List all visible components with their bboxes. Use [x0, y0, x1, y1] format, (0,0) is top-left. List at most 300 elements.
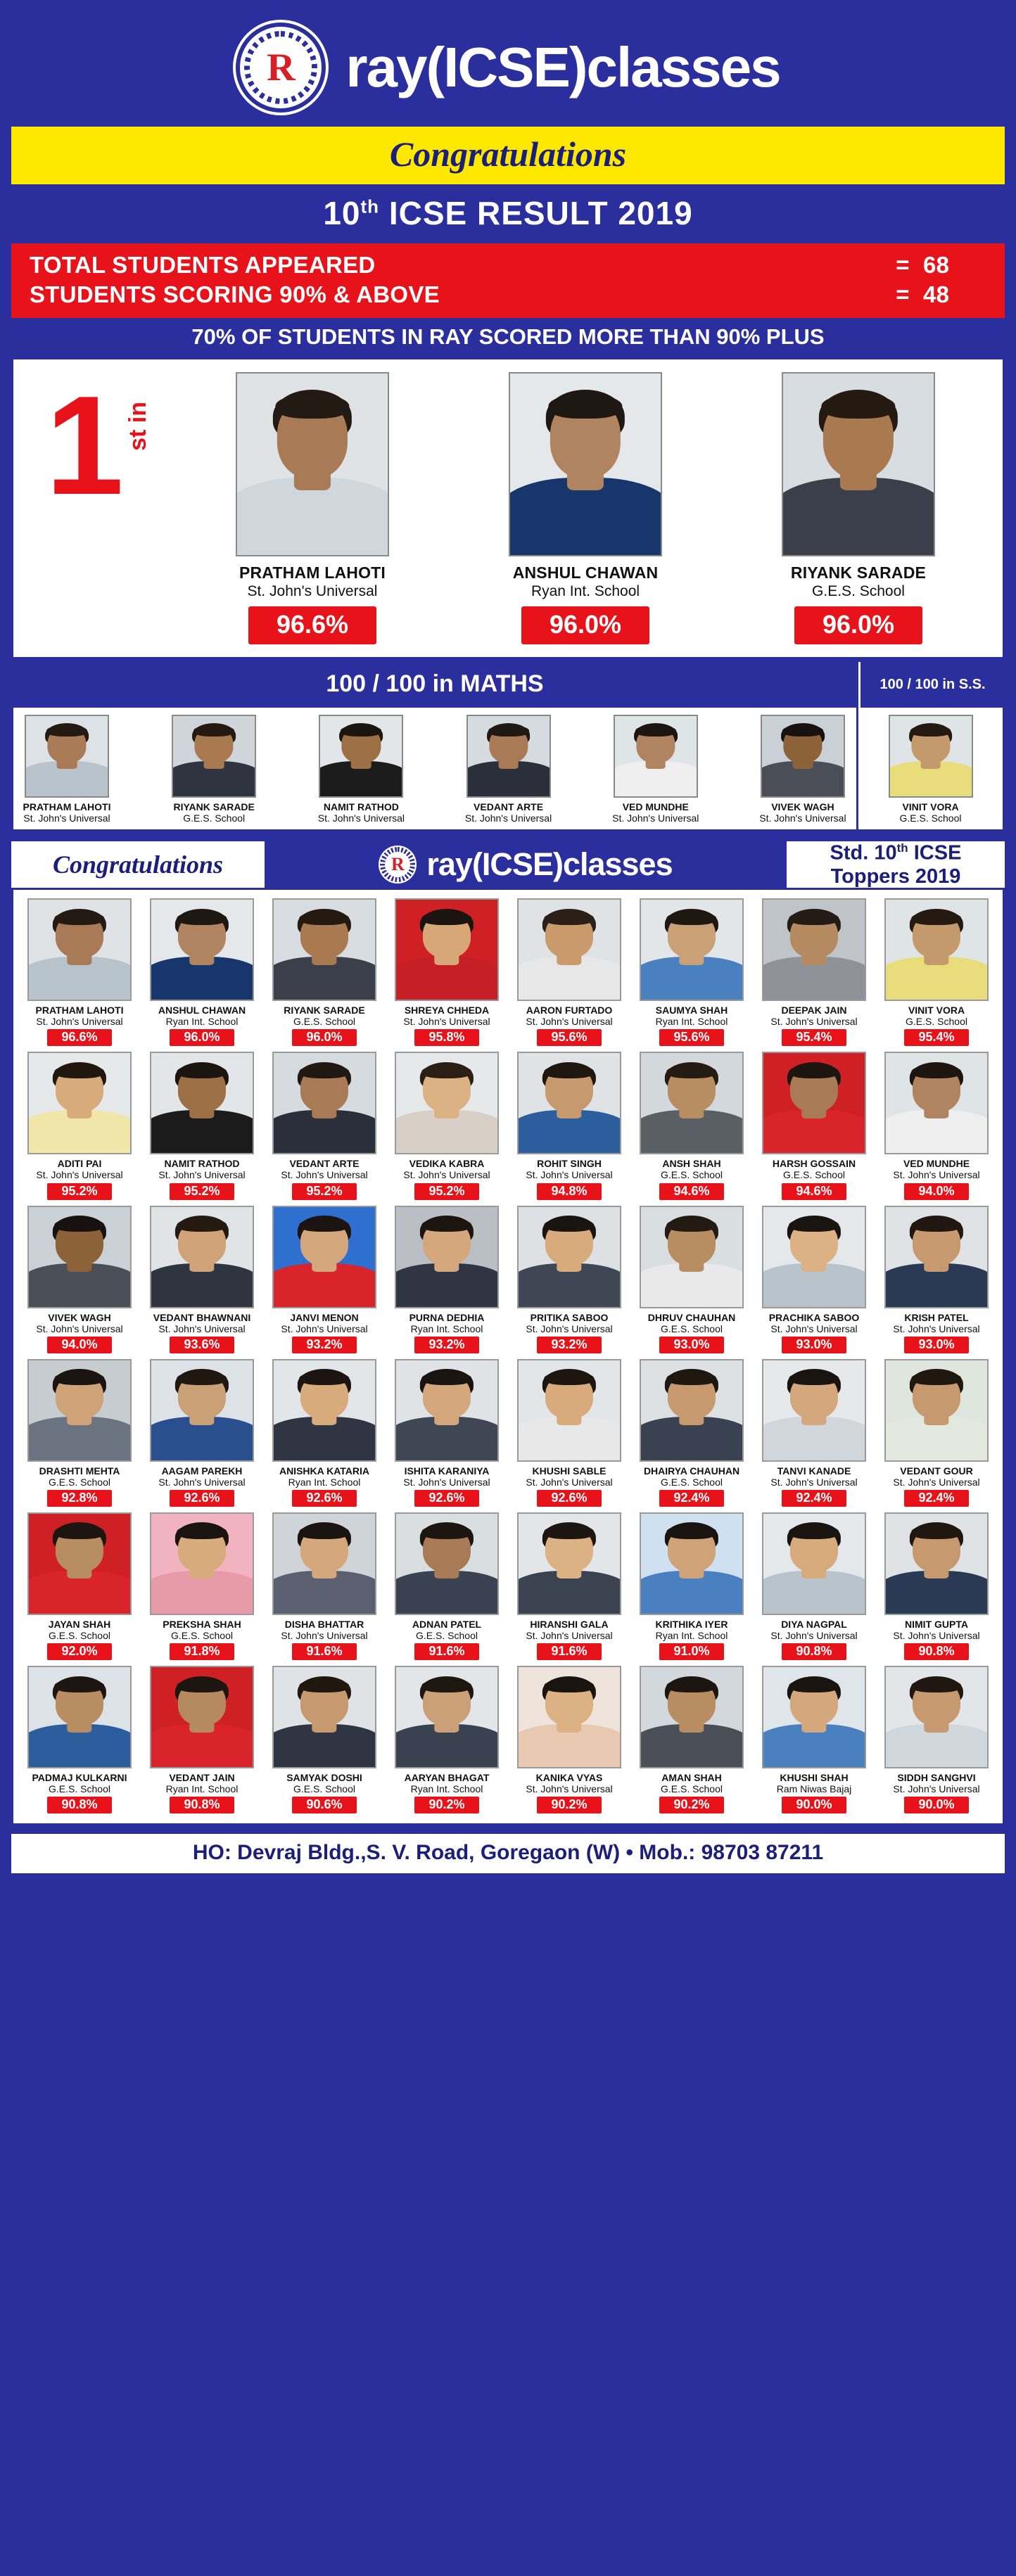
- maths-topper-school: St. John's Universal: [612, 812, 699, 824]
- grid-topper-score: 95.4%: [904, 1029, 969, 1046]
- portrait-fringe: [789, 1218, 839, 1232]
- top-topper-card: [725, 372, 991, 644]
- grid-topper-school: Ryan Int. School: [655, 1630, 728, 1642]
- grid-topper-school: G.E.S. School: [783, 1169, 845, 1181]
- portrait-fringe: [789, 912, 839, 925]
- topper-grid-cell: [20, 1666, 139, 1813]
- grid-topper-name: AARON FURTADO: [526, 1005, 613, 1016]
- footer-contact-text: HO: Devraj Bldg.,S. V. Road, Goregaon (W) • Mob.: 98703 87211: [192, 1841, 824, 1865]
- student-portrait: [886, 1514, 987, 1614]
- maths-topper-card: [313, 715, 409, 824]
- grid-topper-score: 92.6%: [414, 1490, 479, 1507]
- grid-topper-school: St. John's Universal: [893, 1322, 980, 1334]
- grid-topper-school: St. John's Universal: [770, 1016, 858, 1028]
- footer-contact: [11, 1834, 1005, 1873]
- grid-topper-photo: [640, 1359, 744, 1462]
- grid-topper-score: 90.6%: [292, 1797, 357, 1813]
- maths-topper-school: G.E.S. School: [183, 812, 246, 824]
- grid-topper-score: 93.2%: [414, 1337, 479, 1353]
- toppers-label: [787, 841, 1005, 888]
- portrait-fringe: [421, 1065, 471, 1078]
- maths-topper-school: St. John's Universal: [464, 812, 552, 824]
- topper-score: 96.6%: [248, 606, 376, 644]
- topper-school: G.E.S. School: [812, 583, 905, 599]
- stat-label: STUDENTS SCORING 90% & ABOVE: [30, 281, 440, 307]
- result-title-text: 10th ICSE RESULT 2019: [323, 195, 693, 231]
- grid-topper-photo: [884, 898, 989, 1001]
- grid-topper-school: St. John's Universal: [526, 1630, 613, 1642]
- student-portrait: [886, 1053, 987, 1153]
- grid-topper-school: G.E.S. School: [661, 1476, 723, 1488]
- student-portrait: [29, 1360, 130, 1460]
- grid-topper-name: AMAN SHAH: [661, 1772, 722, 1784]
- grid-topper-photo: [762, 1666, 866, 1768]
- grid-topper-name: HARSH GOSSAIN: [772, 1158, 856, 1170]
- toppers-brand: [265, 841, 787, 888]
- grid-topper-photo: [762, 1512, 866, 1615]
- maths-topper-school: St. John's Universal: [759, 812, 846, 824]
- topper-grid-cell: [143, 1512, 261, 1660]
- top-three-list: [179, 372, 991, 644]
- grid-topper-photo: [884, 1052, 989, 1154]
- student-portrait: [151, 1360, 253, 1460]
- maths-topper-name: VIVEK WAGH: [771, 801, 834, 812]
- subject-toppers-row: [11, 708, 1005, 831]
- stat-value: 48: [923, 281, 950, 307]
- topper-grid-cell: [877, 1052, 996, 1199]
- portrait-fringe: [299, 1372, 349, 1385]
- grid-topper-photo: [27, 1359, 132, 1462]
- grid-topper-school: St. John's Universal: [403, 1476, 490, 1488]
- grid-topper-school: G.E.S. School: [661, 1169, 723, 1181]
- grid-topper-score: 94.8%: [537, 1183, 602, 1200]
- grid-topper-score: 95.6%: [537, 1029, 602, 1046]
- grid-topper-school: St. John's Universal: [36, 1169, 123, 1181]
- maths-topper-name: VED MUNDHE: [622, 801, 689, 812]
- student-portrait: [615, 716, 697, 796]
- grid-topper-school: St. John's Universal: [36, 1322, 123, 1334]
- portrait-fringe: [275, 394, 349, 419]
- portrait-fringe: [421, 1525, 471, 1538]
- portrait-fringe: [911, 1065, 961, 1078]
- grid-topper-name: AAGAM PAREKH: [161, 1465, 243, 1477]
- student-portrait: [151, 1514, 253, 1614]
- portrait-fringe: [54, 1525, 104, 1538]
- student-portrait: [29, 1053, 130, 1153]
- maths-heading: 100 / 100 in MATHS: [326, 670, 544, 697]
- stat-equals: =: [896, 252, 910, 278]
- grid-topper-name: VEDIKA KABRA: [409, 1158, 485, 1170]
- portrait-fringe: [421, 1372, 471, 1385]
- grid-topper-photo: [884, 1666, 989, 1768]
- grid-topper-photo: [517, 1206, 621, 1308]
- topper-grid-cell: [755, 1666, 873, 1813]
- portrait-fringe: [54, 912, 104, 925]
- grid-topper-score: 95.2%: [47, 1183, 112, 1200]
- toppers-congratulations: [11, 841, 265, 888]
- portrait-fringe: [299, 1065, 349, 1078]
- portrait-fringe: [789, 1372, 839, 1385]
- portrait-fringe: [177, 1525, 227, 1538]
- grid-topper-score: 92.4%: [659, 1490, 724, 1507]
- grid-topper-score: 95.4%: [782, 1029, 846, 1046]
- grid-topper-name: PRATHAM LAHOTI: [35, 1005, 124, 1016]
- grid-topper-score: 93.2%: [292, 1337, 357, 1353]
- topper-grid-cell: [265, 1512, 383, 1660]
- grid-topper-school: St. John's Universal: [770, 1630, 858, 1642]
- grid-topper-school: St. John's Universal: [281, 1322, 368, 1334]
- grid-topper-name: DHRUV CHAUHAN: [647, 1311, 736, 1323]
- grid-topper-photo: [27, 1512, 132, 1615]
- ss-topper-school: G.E.S. School: [899, 812, 962, 824]
- student-portrait: [29, 900, 130, 1000]
- topper-grid-cell: [388, 1206, 506, 1353]
- grid-topper-photo: [272, 1512, 376, 1615]
- grid-topper-photo: [395, 1359, 499, 1462]
- student-portrait: [886, 1207, 987, 1307]
- maths-topper-card: [166, 715, 262, 824]
- grid-topper-score: 94.0%: [47, 1337, 112, 1353]
- topper-grid-cell: [633, 1512, 751, 1660]
- congratulations-banner: [11, 127, 1005, 184]
- student-portrait: [237, 374, 388, 555]
- topper-grid-cell: [877, 898, 996, 1046]
- student-portrait: [886, 1360, 987, 1460]
- grid-topper-name: ROHIT SINGH: [537, 1158, 602, 1170]
- maths-topper-name: NAMIT RATHOD: [323, 801, 399, 812]
- portrait-fringe: [177, 1065, 227, 1078]
- grid-topper-photo: [517, 1359, 621, 1462]
- brand-header: [11, 13, 1005, 127]
- grid-topper-photo: [395, 1052, 499, 1154]
- highlight-banner-text: 70% OF STUDENTS IN RAY SCORED MORE THAN 90% PLUS: [191, 324, 825, 349]
- grid-topper-school: St. John's Universal: [403, 1169, 490, 1181]
- grid-topper-school: St. John's Universal: [770, 1322, 858, 1334]
- grid-topper-school: St. John's Universal: [281, 1630, 368, 1642]
- grid-topper-name: SAMYAK DOSHI: [286, 1772, 362, 1784]
- student-portrait: [519, 1667, 620, 1767]
- portrait-fringe: [177, 1372, 227, 1385]
- grid-topper-photo: [884, 1206, 989, 1308]
- portrait-fringe: [666, 1679, 716, 1692]
- grid-topper-name: NIMIT GUPTA: [905, 1618, 968, 1630]
- topper-name: ANSHUL CHAWAN: [512, 563, 659, 582]
- grid-topper-school: St. John's Universal: [403, 1016, 490, 1028]
- grid-topper-photo: [272, 898, 376, 1001]
- student-portrait: [26, 716, 108, 796]
- grid-topper-name: DIYA NAGPAL: [781, 1618, 847, 1630]
- grid-topper-name: DISHA BHATTAR: [284, 1618, 364, 1630]
- student-portrait: [641, 1053, 742, 1153]
- maths-topper-card: [755, 715, 851, 824]
- grid-topper-name: PURNA DEDHIA: [409, 1311, 485, 1323]
- ss-heading: 100 / 100 in S.S.: [858, 662, 1005, 708]
- grid-topper-school: St. John's Universal: [893, 1630, 980, 1642]
- highlight-banner: [11, 318, 1005, 357]
- grid-topper-score: 91.6%: [292, 1643, 357, 1660]
- student-portrait: [762, 716, 844, 796]
- grid-topper-name: ADITI PAI: [57, 1158, 102, 1170]
- topper-name: RIYANK SARADE: [790, 563, 927, 582]
- portrait-fringe: [782, 725, 823, 737]
- grid-topper-photo: [150, 1512, 254, 1615]
- topper-grid-cell: [755, 1359, 873, 1507]
- student-portrait: [396, 1053, 497, 1153]
- grid-topper-score: 90.0%: [782, 1797, 846, 1813]
- grid-topper-photo: [884, 1512, 989, 1615]
- congratulations-text: Congratulations: [389, 134, 627, 174]
- grid-topper-name: KRITHIKA IYER: [655, 1618, 728, 1630]
- portrait-fringe: [299, 912, 349, 925]
- grid-topper-name: ISHITA KARANIYA: [404, 1465, 490, 1477]
- grid-topper-school: Ram Niwas Bajaj: [776, 1783, 852, 1795]
- student-portrait: [763, 1207, 865, 1307]
- maths-topper-photo: [319, 715, 403, 798]
- topper-school: St. John's Universal: [247, 583, 378, 599]
- grid-topper-name: VIVEK WAGH: [48, 1311, 111, 1323]
- grid-topper-name: VEDANT JAIN: [169, 1772, 235, 1784]
- student-portrait: [320, 716, 402, 796]
- student-portrait: [274, 1207, 375, 1307]
- topper-grid-cell: [20, 898, 139, 1046]
- maths-topper-photo: [25, 715, 109, 798]
- maths-topper-card: [461, 715, 557, 824]
- grid-topper-school: St. John's Universal: [158, 1476, 246, 1488]
- portrait-fringe: [421, 912, 471, 925]
- topper-grid-cell: [633, 1052, 751, 1199]
- grid-topper-score: 93.2%: [537, 1337, 602, 1353]
- grid-topper-score: 94.6%: [659, 1183, 724, 1200]
- portrait-fringe: [544, 912, 594, 925]
- grid-topper-name: PADMAJ KULKARNI: [32, 1772, 127, 1784]
- portrait-fringe: [666, 1065, 716, 1078]
- grid-topper-name: ANSHUL CHAWAN: [158, 1005, 246, 1016]
- topper-grid-cell: [633, 1359, 751, 1507]
- maths-topper-name: RIYANK SARADE: [173, 801, 255, 812]
- grid-topper-name: PRACHIKA SABOO: [768, 1311, 860, 1323]
- student-portrait: [519, 1360, 620, 1460]
- portrait-fringe: [341, 725, 381, 737]
- grid-topper-score: 92.6%: [170, 1490, 234, 1507]
- topper-grid-cell: [388, 1512, 506, 1660]
- topper-grid-cell: [388, 1666, 506, 1813]
- grid-topper-name: DHAIRYA CHAUHAN: [643, 1465, 740, 1477]
- grid-topper-school: St. John's Universal: [770, 1476, 858, 1488]
- student-portrait: [274, 1053, 375, 1153]
- student-portrait: [396, 1360, 497, 1460]
- grid-topper-school: G.E.S. School: [661, 1783, 723, 1795]
- portrait-fringe: [666, 1372, 716, 1385]
- topper-photo: [509, 372, 662, 556]
- grid-topper-name: DRASHTI MEHTA: [39, 1465, 120, 1477]
- grid-topper-score: 90.0%: [904, 1797, 969, 1813]
- grid-topper-school: St. John's Universal: [526, 1783, 613, 1795]
- portrait-fringe: [544, 1065, 594, 1078]
- portrait-fringe: [54, 1065, 104, 1078]
- maths-topper-photo: [614, 715, 698, 798]
- student-portrait: [519, 1207, 620, 1307]
- student-portrait: [396, 900, 497, 1000]
- portrait-fringe: [177, 1679, 227, 1692]
- portrait-fringe: [299, 1679, 349, 1692]
- grid-topper-photo: [640, 898, 744, 1001]
- grid-topper-score: 92.8%: [47, 1490, 112, 1507]
- topper-grid-cell: [20, 1052, 139, 1199]
- student-portrait: [890, 716, 972, 796]
- topper-grid-cell: [265, 1206, 383, 1353]
- topper-grid-cell: [143, 1052, 261, 1199]
- toppers-congratulations-text: Congratulations: [52, 850, 224, 879]
- grid-topper-photo: [762, 1206, 866, 1308]
- grid-topper-name: DEEPAK JAIN: [781, 1005, 847, 1016]
- grid-topper-name: TANVI KANADE: [777, 1465, 851, 1477]
- portrait-fringe: [544, 1525, 594, 1538]
- grid-topper-score: 91.6%: [414, 1643, 479, 1660]
- toppers-grid-container: [11, 888, 1005, 1825]
- portrait-fringe: [299, 1525, 349, 1538]
- maths-topper-photo: [466, 715, 551, 798]
- portrait-fringe: [46, 725, 87, 737]
- student-portrait: [396, 1514, 497, 1614]
- maths-topper-photo: [172, 715, 256, 798]
- portrait-fringe: [666, 912, 716, 925]
- topper-grid-cell: [633, 1666, 751, 1813]
- grid-topper-score: 90.8%: [782, 1643, 846, 1660]
- grid-topper-score: 94.6%: [782, 1183, 846, 1200]
- stat-row: [30, 280, 986, 310]
- grid-topper-photo: [884, 1359, 989, 1462]
- grid-topper-score: 95.8%: [414, 1029, 479, 1046]
- student-portrait: [274, 1360, 375, 1460]
- grid-topper-name: KANIKA VYAS: [535, 1772, 603, 1784]
- grid-topper-photo: [150, 898, 254, 1001]
- topper-score: 96.0%: [794, 606, 922, 644]
- top-topper-card: [452, 372, 718, 644]
- topper-grid-cell: [633, 1206, 751, 1353]
- grid-topper-score: 92.6%: [537, 1490, 602, 1507]
- maths-toppers-list: [13, 708, 856, 829]
- grid-topper-school: G.E.S. School: [49, 1630, 110, 1642]
- grid-topper-school: St. John's Universal: [526, 1322, 613, 1334]
- student-portrait: [173, 716, 255, 796]
- grid-topper-name: AARYAN BHAGAT: [404, 1772, 490, 1784]
- grid-topper-school: G.E.S. School: [906, 1016, 967, 1028]
- grid-topper-school: Ryan Int. School: [165, 1016, 239, 1028]
- student-portrait: [886, 1667, 987, 1767]
- grid-topper-school: St. John's Universal: [893, 1169, 980, 1181]
- ss-toppers-list: [856, 708, 1003, 829]
- portrait-fringe: [421, 1218, 471, 1232]
- topper-grid-cell: [510, 1052, 628, 1199]
- student-portrait: [274, 1514, 375, 1614]
- grid-topper-name: HIRANSHI GALA: [530, 1618, 609, 1630]
- portrait-fringe: [54, 1679, 104, 1692]
- topper-name: PRATHAM LAHOTI: [239, 563, 386, 582]
- topper-grid-cell: [265, 1359, 383, 1507]
- grid-topper-score: 91.8%: [170, 1643, 234, 1660]
- logo-letter-small: R: [390, 854, 405, 875]
- student-portrait: [274, 900, 375, 1000]
- grid-topper-school: St. John's Universal: [526, 1016, 613, 1028]
- portrait-fringe: [54, 1218, 104, 1232]
- portrait-fringe: [544, 1679, 594, 1692]
- student-portrait: [29, 1207, 130, 1307]
- student-portrait: [783, 374, 934, 555]
- toppers-grid: [20, 898, 996, 1813]
- grid-topper-score: 95.2%: [292, 1183, 357, 1200]
- portrait-fringe: [789, 1525, 839, 1538]
- student-portrait: [151, 1053, 253, 1153]
- grid-topper-name: KHUSHI SHAH: [780, 1772, 849, 1784]
- grid-topper-school: G.E.S. School: [416, 1630, 478, 1642]
- student-portrait: [519, 900, 620, 1000]
- grid-topper-photo: [272, 1052, 376, 1154]
- grid-topper-name: KHUSHI SABLE: [532, 1465, 607, 1477]
- topper-grid-cell: [388, 1359, 506, 1507]
- grid-topper-score: 90.2%: [537, 1797, 602, 1813]
- grid-topper-name: PREKSHA SHAH: [163, 1618, 241, 1630]
- grid-topper-photo: [395, 1206, 499, 1308]
- student-portrait: [396, 1207, 497, 1307]
- grid-topper-photo: [395, 1512, 499, 1615]
- subject-heading-bar: [11, 662, 1005, 708]
- grid-topper-score: 93.0%: [904, 1337, 969, 1353]
- grid-topper-school: Ryan Int. School: [655, 1016, 728, 1028]
- maths-topper-card: [19, 715, 115, 824]
- portrait-fringe: [421, 1679, 471, 1692]
- topper-photo: [236, 372, 389, 556]
- toppers-label-line1: Std. 10th ICSE: [830, 841, 962, 865]
- stat-label: TOTAL STUDENTS APPEARED: [30, 252, 376, 278]
- topper-grid-cell: [877, 1206, 996, 1353]
- topper-grid-cell: [388, 1052, 506, 1199]
- grid-topper-score: 90.8%: [170, 1797, 234, 1813]
- grid-topper-school: St. John's Universal: [893, 1476, 980, 1488]
- topper-grid-cell: [143, 898, 261, 1046]
- topper-grid-cell: [633, 898, 751, 1046]
- student-portrait: [641, 1360, 742, 1460]
- portrait-fringe: [177, 912, 227, 925]
- grid-topper-school: G.E.S. School: [293, 1783, 355, 1795]
- student-portrait: [151, 1667, 253, 1767]
- grid-topper-photo: [762, 1359, 866, 1462]
- ss-topper-card: [883, 715, 979, 824]
- topper-grid-cell: [143, 1359, 261, 1507]
- grid-topper-name: VEDANT GOUR: [900, 1465, 973, 1477]
- grid-topper-photo: [517, 1512, 621, 1615]
- maths-topper-school: St. John's Universal: [23, 812, 110, 824]
- grid-topper-name: JANVI MENON: [290, 1311, 359, 1323]
- logo-letter: R: [267, 46, 296, 89]
- topper-grid-cell: [20, 1359, 139, 1507]
- grid-topper-photo: [517, 898, 621, 1001]
- rank-badge: [25, 367, 172, 524]
- portrait-fringe: [911, 1218, 961, 1232]
- grid-topper-photo: [150, 1359, 254, 1462]
- topper-grid-cell: [265, 1052, 383, 1199]
- topper-score: 96.0%: [521, 606, 649, 644]
- grid-topper-photo: [150, 1052, 254, 1154]
- portrait-fringe: [544, 1218, 594, 1232]
- topper-grid-cell: [877, 1512, 996, 1660]
- grid-topper-school: St. John's Universal: [158, 1169, 246, 1181]
- grid-topper-photo: [640, 1666, 744, 1768]
- grid-topper-school: G.E.S. School: [293, 1016, 355, 1028]
- grid-topper-photo: [27, 1052, 132, 1154]
- grid-topper-score: 96.6%: [47, 1029, 112, 1046]
- top-topper-card: [179, 372, 445, 644]
- topper-grid-cell: [755, 1512, 873, 1660]
